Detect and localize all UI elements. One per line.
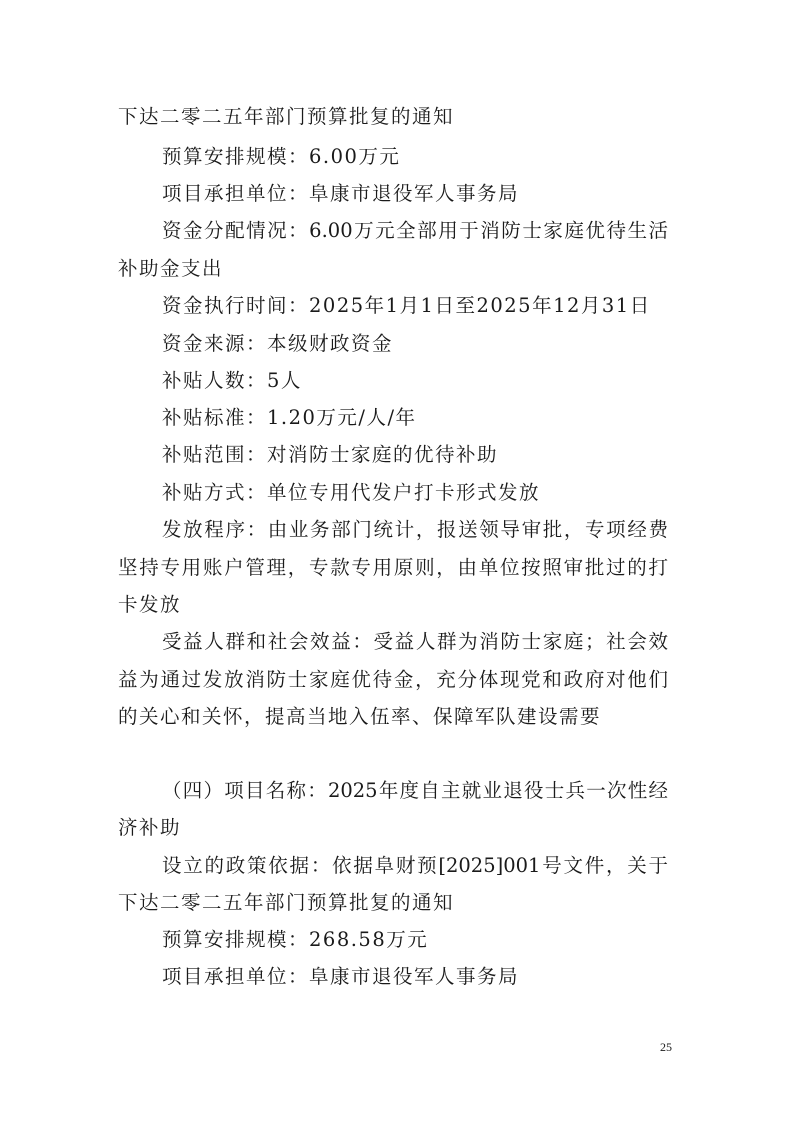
text-line: 资金执行时间：2025年1月1日至2025年12月31日 [162, 294, 651, 317]
text-line: 补贴方式：单位专用代发户打卡形式发放 [162, 481, 541, 504]
text-line: 下达二零二五年部门预算批复的通知 [118, 105, 455, 128]
text-line: 卡发放 [118, 593, 182, 616]
text-line: 补贴标准：1.20万元/人/年 [162, 406, 417, 429]
text-line: 下达二零二五年部门预算批复的通知 [118, 891, 455, 914]
text-line: 补贴范围：对消防士家庭的优待补助 [162, 443, 499, 466]
text-line: 补贴人数：5人 [162, 369, 302, 392]
page-number: 25 [660, 1040, 672, 1054]
text-line: 补助金支出 [118, 257, 224, 280]
text-line: 资金分配情况：6.00万元全部用于消防士家庭优待生活 [162, 219, 668, 242]
text-line: 预算安排规模：268.58万元 [162, 928, 429, 951]
text-line: 项目承担单位：阜康市退役军人事务局 [162, 182, 520, 205]
text-line: 益为通过发放消防士家庭优待金，充分体现党和政府对他们 [118, 668, 668, 691]
text-line: 项目承担单位：阜康市退役军人事务局 [162, 965, 520, 988]
text-line: 受益人群和社会效益：受益人群为消防士家庭；社会效 [162, 630, 668, 653]
text-line: 设立的政策依据：依据阜财预[2025]001号文件，关于 [162, 854, 668, 877]
text-line: 的关心和关怀，提高当地入伍率、保障军队建设需要 [118, 705, 602, 728]
text-line: 资金来源：本级财政资金 [162, 332, 394, 355]
text-line: 坚持专用账户管理，专款专用原则，由单位按照审批过的打 [118, 556, 668, 579]
text-line: 济补助 [118, 816, 182, 839]
text-line: 发放程序：由业务部门统计，报送领导审批，专项经费 [162, 518, 668, 541]
section-heading: （四）项目名称：2025年度自主就业退役士兵一次性经 [162, 779, 668, 802]
text-line: 预算安排规模：6.00万元 [162, 145, 401, 168]
